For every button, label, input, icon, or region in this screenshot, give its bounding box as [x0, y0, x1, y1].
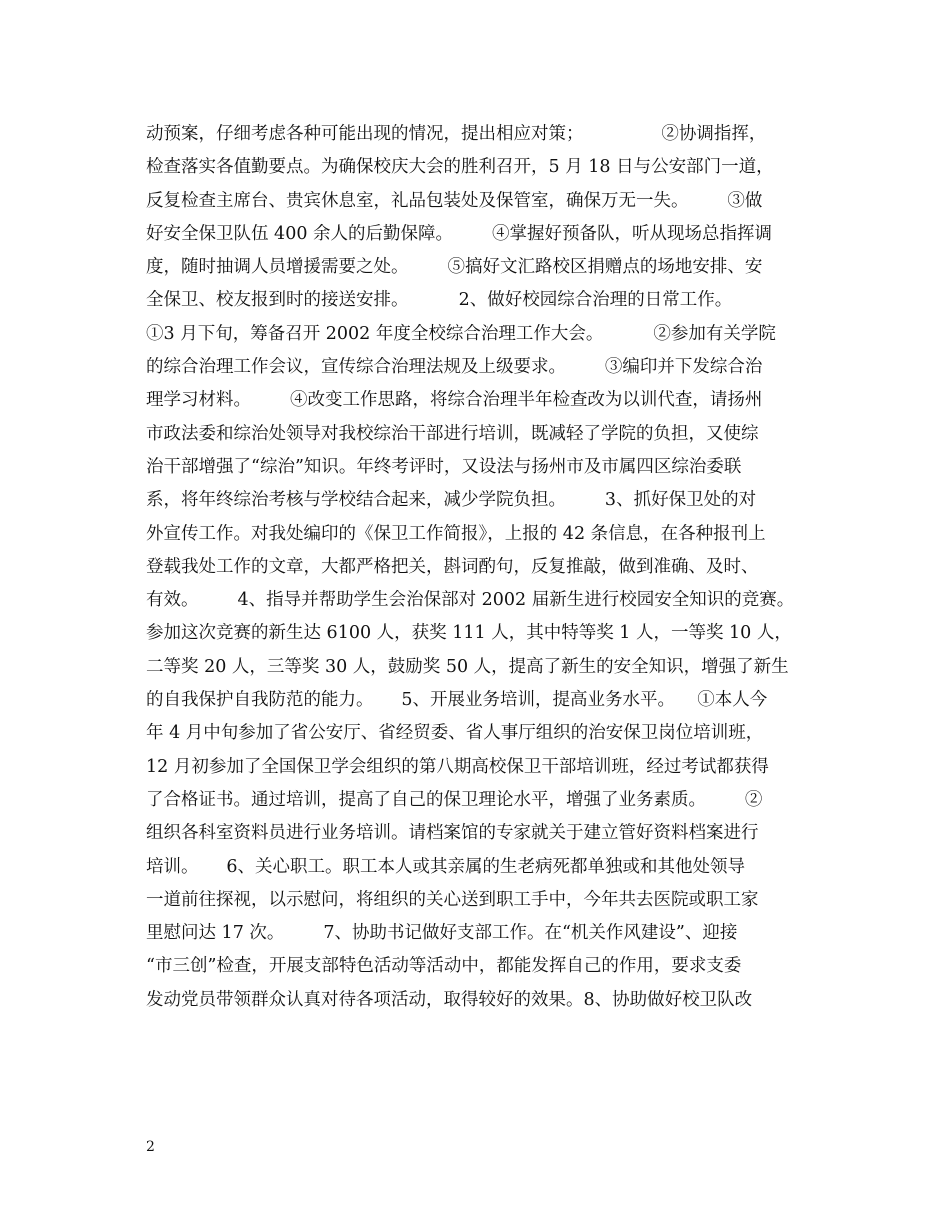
text-line: 有效。 4、指导并帮助学生会治保部对 2002 届新生进行校园安全知识的竞赛。	[146, 590, 795, 611]
text-line: 理学习材料。 ④改变工作思路，将综合治理半年检查改为以训代查，请扬州	[146, 390, 763, 411]
text-line: 度，随时抽调人员增援需要之处。 ⑤搞好文汇路校区捐赠点的场地安排、安	[146, 257, 763, 278]
text-line: 检查落实各值勤要点。为确保校庆大会的胜利召开，5 月 18 日与公安部门一道，	[146, 157, 774, 178]
text-line: 里慰问达 17 次。 7、协助书记做好支部工作。在“机关作风建设”、迎接	[146, 923, 738, 944]
text-line: 登载我处工作的文章，大都严格把关，斟词酌句，反复推敲，做到准确、及时、	[146, 556, 759, 577]
text-line: 年 4 月中旬参加了省公安厅、省经贸委、省人事厅组织的治安保卫岗位培训班，	[146, 723, 764, 744]
text-line: 系，将年终综治考核与学校结合起来，减少学院负担。 3、抓好保卫处的对	[146, 490, 757, 511]
text-line: 反复检查主席台、贵宾休息室，礼品包装处及保管室，确保万无一失。 ③做	[146, 190, 763, 211]
text-line: 市政法委和综治处领导对我校综治干部进行培训，既减轻了学院的负担，又使综	[146, 423, 759, 444]
text-line: 组织各科室资料员进行业务培训。请档案馆的专家就关于建立管好资料档案进行	[146, 823, 759, 844]
page-number: 2	[146, 1139, 155, 1155]
text-line: 一道前往探视，以示慰问，将组织的关心送到职工手中，今年共去医院或职工家	[146, 889, 759, 910]
text-line: 参加这次竞赛的新生达 6100 人，获奖 111 人，其中特等奖 1 人，一等奖 10 人，	[146, 623, 792, 644]
text-line: 了合格证书。通过培训，提高了自己的保卫理论水平，增强了业务素质。 ②	[146, 789, 763, 810]
text-line: 治干部增强了“综治”知识。年终考评时，又设法与扬州市及市属四区综治委联	[146, 456, 742, 477]
text-line: 全保卫、校友报到时的接送安排。 2、做好校园综合治理的日常工作。	[146, 290, 733, 311]
text-line: “市三创”检查，开展支部特色活动等活动中，都能发挥自己的作用，要求支委	[146, 956, 742, 977]
text-line: 动预案，仔细考虑各种可能出现的情况，提出相应对策； ②协调指挥，	[146, 124, 767, 144]
text-line: 发动党员带领群众认真对待各项活动，取得较好的效果。8、协助做好校卫队改	[146, 989, 753, 1010]
text-line: ①3 月下旬，筹备召开 2002 年度全校综合治理工作大会。 ②参加有关学院	[146, 323, 776, 344]
text-line: 外宣传工作。对我处编印的《保卫工作简报》，上报的 42 条信息，在各种报刊上	[146, 523, 766, 544]
text-line: 二等奖 20 人，三等奖 30 人，鼓励奖 50 人，提高了新生的安全知识，增强了新生	[146, 656, 789, 677]
text-line: 的自我保护自我防范的能力。 5、开展业务培训，提高业务水平。 ①本人今	[146, 690, 768, 711]
text-line: 好安全保卫队伍 400 余人的后勤保障。 ④掌握好预备队，听从现场总指挥调	[146, 223, 772, 244]
text-line: 培训。 6、关心职工。职工本人或其亲属的生老病死都单独或和其他处领导	[146, 856, 745, 877]
body-text	[146, 118, 806, 1017]
text-line: 的综合治理工作会议，宣传综合治理法规及上级要求。 ③编印并下发综合治	[146, 357, 763, 378]
text-line: 12 月初参加了全国保卫学会组织的第八期高校保卫干部培训班，经过考试都获得	[146, 756, 769, 777]
